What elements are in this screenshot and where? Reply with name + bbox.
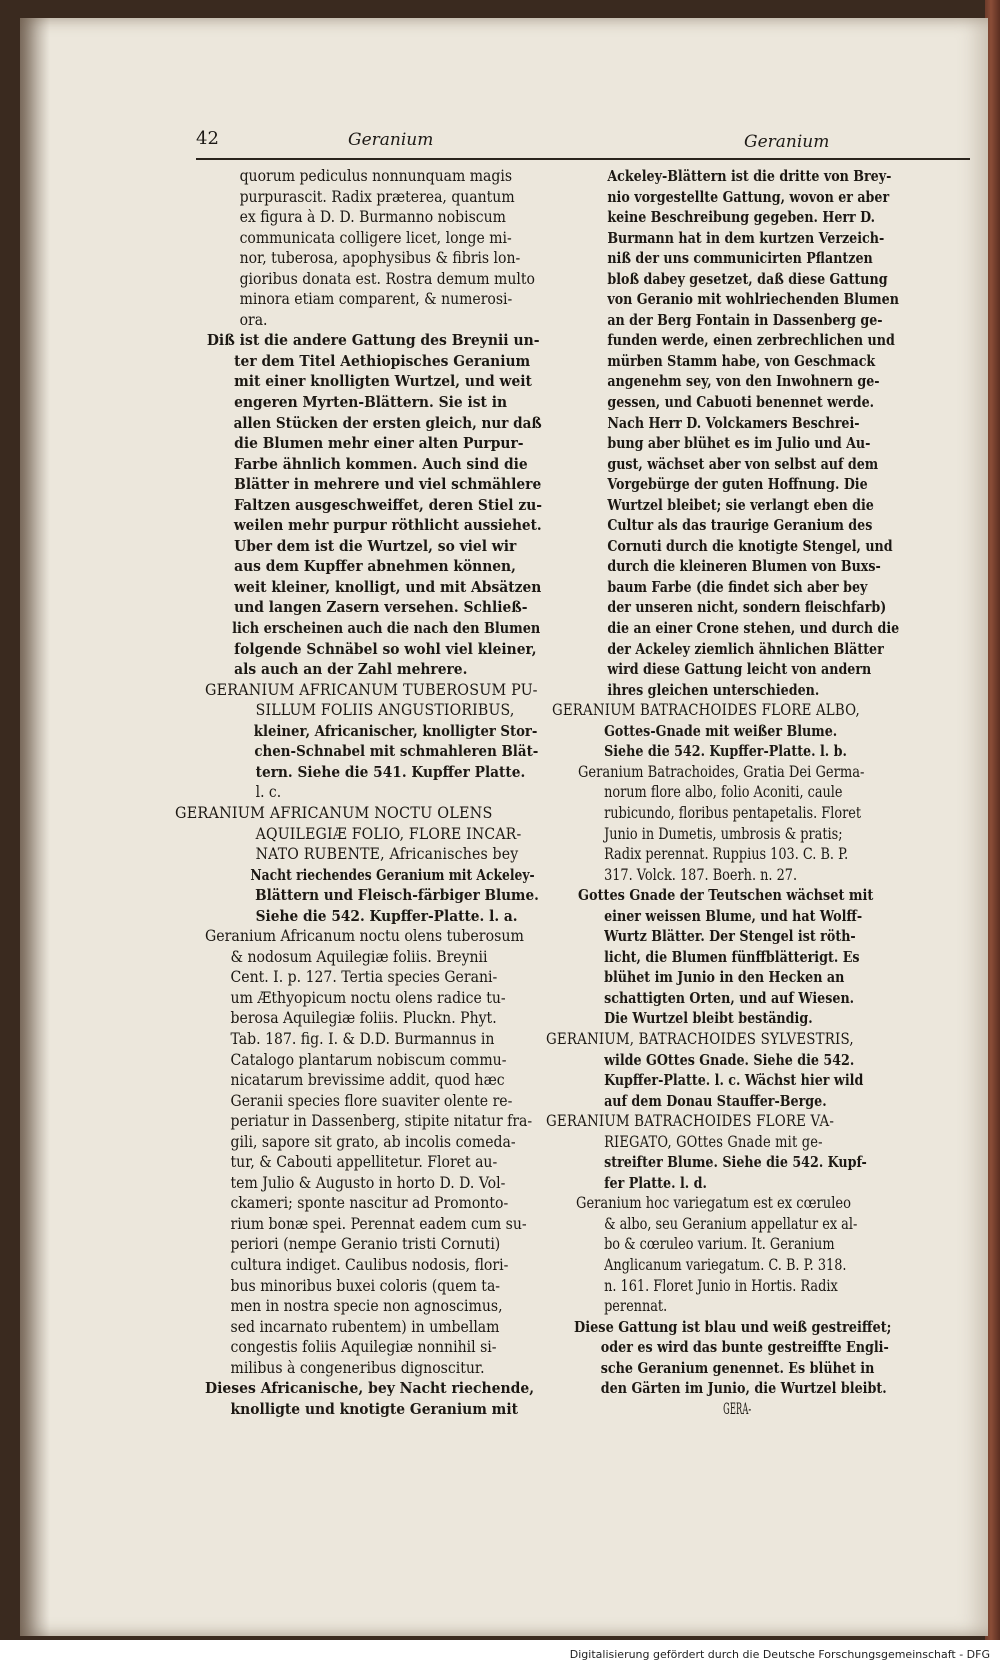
text-line: und langen Zasern versehen. Schließ- xyxy=(234,598,528,617)
text-line: perennat. xyxy=(604,1297,668,1316)
text-line: Blätter in mehrere und viel schmählere xyxy=(234,475,542,494)
text-line: ora. xyxy=(239,310,268,329)
text-line: Geranii species flore suaviter olente re- xyxy=(230,1091,513,1110)
text-line: Farbe ähnlich kommen. Auch sind die xyxy=(234,454,528,473)
text-line: Wurtzel bleibet; sie verlangt eben die xyxy=(607,495,874,514)
text-line: von Geranio mit wohlriechenden Blumen xyxy=(607,290,899,309)
text-line: Dieses Africanische, bey Nacht riechende, xyxy=(205,1379,535,1398)
text-line: Vorgebürge der guten Hoffnung. Die xyxy=(607,475,868,494)
text-line: ckameri; sponte nascitur ad Promonto- xyxy=(230,1194,509,1213)
text-line: folgende Schnäbel so wohl viel kleiner, xyxy=(234,639,537,658)
text-line: keine Beschreibung gegeben. Herr D. xyxy=(607,208,876,227)
text-line: men in nostra specie non agnoscimus, xyxy=(230,1297,503,1316)
text-line: Siehe die 542. Kupffer-Platte. l. a. xyxy=(255,906,518,925)
text-line: schattigten Orten, und auf Wiesen. xyxy=(604,988,855,1007)
text-line: tern. Siehe die 541. Kupffer Platte. xyxy=(255,762,526,781)
left-text-column xyxy=(175,166,575,1419)
text-line: knolligte und knotigte Geranium mit xyxy=(230,1399,518,1418)
text-line: der unseren nicht, sondern fleischfarb) xyxy=(607,598,887,617)
text-line: lich erscheinen auch die nach den Blumen xyxy=(232,619,541,638)
text-line: berosa Aquilegiæ foliis. Pluckn. Phyt. xyxy=(230,1009,497,1028)
text-line: GERA- xyxy=(723,1399,752,1418)
page-number: 42 xyxy=(196,128,219,149)
text-line: tem Julio & Augusto in horto D. D. Vol- xyxy=(230,1173,506,1192)
text-line: NATO RUBENTE, Africanisches bey xyxy=(255,845,519,864)
text-line: blühet im Junio in den Hecken an xyxy=(604,968,845,987)
text-line: baum Farbe (die findet sich aber bey xyxy=(607,577,868,596)
text-line: wird diese Gattung leicht von andern xyxy=(607,660,872,679)
text-line: gili, sapore sit grato, ab incolis comeda- xyxy=(230,1132,516,1151)
text-line: & albo, seu Geranium appellatur ex al- xyxy=(604,1214,858,1233)
text-line: SILLUM FOLIIS ANGUSTIORIBUS, xyxy=(255,701,515,720)
text-line: RIEGATO, GOttes Gnade mit ge- xyxy=(604,1132,823,1151)
text-line: ex figura à D. D. Burmanno nobiscum xyxy=(239,208,506,227)
text-line: Die Wurtzel bleibt beständig. xyxy=(604,1009,813,1028)
text-line: gessen, und Cabuoti benennet werde. xyxy=(607,393,875,412)
text-line: congestis foliis Aquilegiæ nonnihil si- xyxy=(230,1338,497,1357)
text-line: Nach Herr D. Volckamers Beschrei- xyxy=(607,413,860,432)
text-line: fer Platte. l. d. xyxy=(604,1173,707,1192)
page-gutter-shadow xyxy=(20,18,50,1636)
text-line: sche Geranium genennet. Es blühet in xyxy=(600,1358,875,1377)
text-line: chen-Schnabel mit schmahleren Blät- xyxy=(254,742,539,761)
running-title-left: Geranium xyxy=(348,130,434,150)
text-line: periatur in Dassenberg, stipite nitatur fra- xyxy=(230,1112,533,1131)
text-line: cultura indiget. Caulibus nodosis, flori- xyxy=(230,1255,509,1274)
text-line: Catalogo plantarum nobiscum commu- xyxy=(230,1050,507,1069)
text-line: licht, die Blumen fünffblätterigt. Es xyxy=(604,947,860,966)
text-line: Wurtz Blätter. Der Stengel ist röth- xyxy=(604,927,856,946)
text-line: ter dem Titel Aethiopisches Geranium xyxy=(234,351,531,370)
text-line: mit einer knolligten Wurtzel, und weit xyxy=(234,372,532,391)
text-line: Cent. I. p. 127. Tertia species Gerani- xyxy=(230,968,498,987)
right-text-column xyxy=(546,166,974,1419)
text-line: minora etiam comparent, & numerosi- xyxy=(239,290,513,309)
text-line: periori (nempe Geranio tristi Cornuti) xyxy=(230,1235,501,1254)
text-line: aus dem Kupffer abnehmen können, xyxy=(234,557,516,576)
text-line: oder es wird das bunte gestreiffte Engli- xyxy=(600,1338,889,1357)
text-line: communicata colligere licet, longe mi- xyxy=(239,228,512,247)
text-line: Uber dem ist die Wurtzel, so viel wir xyxy=(234,536,517,555)
text-line: GERANIUM, BATRACHOIDES SYLVESTRIS, xyxy=(546,1029,854,1048)
text-line: kleiner, Africanischer, knolligter Stor- xyxy=(253,721,538,740)
text-line: Diese Gattung ist blau und weiß gestreiffet; xyxy=(574,1317,892,1336)
text-line: GERANIUM BATRACHOIDES FLORE ALBO, xyxy=(552,701,860,720)
text-line: weit kleiner, knolligt, und mit Absätzen xyxy=(234,577,542,596)
text-line: Burmann hat in dem kurtzen Verzeich- xyxy=(607,228,885,247)
text-line: streifter Blume. Siehe die 542. Kupf- xyxy=(604,1153,867,1172)
text-line: einer weissen Blume, und hat Wolff- xyxy=(604,906,863,925)
digitization-credit: Digitalisierung gefördert durch die Deutsche Forschungsgemeinschaft - DFG xyxy=(569,1648,990,1661)
text-line: bo & cœruleo varium. It. Geranium xyxy=(604,1235,835,1254)
header-rule xyxy=(196,158,970,160)
text-line: l. c. xyxy=(255,783,282,802)
text-line: weilen mehr purpur röthlicht aussiehet. xyxy=(233,516,542,535)
text-line: quorum pediculus nonnunquam magis xyxy=(239,167,513,185)
text-line: AQUILEGIÆ FOLIO, FLORE INCAR- xyxy=(255,824,522,843)
text-line: Nacht riechendes Geranium mit Ackeley- xyxy=(250,865,535,884)
text-line: Anglicanum variegatum. C. B. P. 318. xyxy=(604,1255,847,1274)
text-line: nicatarum brevissime addit, quod hæc xyxy=(230,1071,505,1090)
text-line: Tab. 187. fig. I. & D.D. Burmannus in xyxy=(230,1029,495,1048)
text-line: tur, & Cabouti appellitetur. Floret au- xyxy=(230,1153,498,1172)
text-line: Blättern und Fleisch-färbiger Blume. xyxy=(255,886,539,905)
text-line: Radix perennat. Ruppius 103. C. B. P. xyxy=(604,845,849,864)
text-line: ihres gleichen unterschieden. xyxy=(607,680,820,699)
text-line: rium bonæ spei. Perennat eadem cum su- xyxy=(230,1214,527,1233)
text-line: gioribus donata est. Rostra demum multo xyxy=(239,269,535,288)
text-line: milibus à congeneribus dignoscitur. xyxy=(230,1358,485,1377)
text-line: an der Berg Fontain in Dassenberg ge- xyxy=(607,310,883,329)
text-line: gust, wächset aber von selbst auf dem xyxy=(607,454,879,473)
text-line: Cultur als das traurige Geranium des xyxy=(607,516,873,535)
text-line: Gottes Gnade der Teutschen wächset mit xyxy=(578,886,874,905)
text-line: niß der uns communicirten Pflantzen xyxy=(607,249,873,268)
text-line: bus minoribus buxei coloris (quem ta- xyxy=(230,1276,501,1295)
text-line: Cornuti durch die knotigte Stengel, und xyxy=(607,536,893,555)
text-line: GERANIUM AFRICANUM TUBEROSUM PU- xyxy=(205,680,538,699)
text-line: auf dem Donau Stauffer-Berge. xyxy=(604,1091,827,1110)
text-line: GERANIUM BATRACHOIDES FLORE VA- xyxy=(546,1112,835,1131)
text-line: die an einer Crone stehen, und durch die xyxy=(607,619,900,638)
text-line: Geranium hoc variegatum est ex cœruleo xyxy=(576,1194,851,1213)
text-line: bung aber blühet es im Julio und Au- xyxy=(607,434,871,453)
text-line: 317. Volck. 187. Boerh. n. 27. xyxy=(604,865,798,884)
text-line: Junio in Dumetis, umbrosis & pratis; xyxy=(604,824,843,843)
footer-bar xyxy=(0,1640,1000,1672)
text-line: bloß dabey gesetzet, daß diese Gattung xyxy=(607,269,888,288)
text-line: angenehm sey, von den Inwohnern ge- xyxy=(607,372,880,391)
text-line: Geranium Africanum noctu olens tuberosum xyxy=(205,927,524,946)
text-line: rubicundo, floribus pentapetalis. Floret xyxy=(604,803,862,822)
text-line: funden werde, einen zerbrechlichen und xyxy=(607,331,895,350)
text-line: Kupffer-Platte. l. c. Wächst hier wild xyxy=(604,1071,864,1090)
text-line: Siehe die 542. Kupffer-Platte. l. b. xyxy=(604,742,847,761)
text-line: norum flore albo, folio Aconiti, caule xyxy=(604,783,843,802)
text-line: GERANIUM AFRICANUM NOCTU OLENS xyxy=(175,803,493,822)
text-line: durch die kleineren Blumen von Buxs- xyxy=(607,557,881,576)
text-line: sed incarnato rubentem) in umbellam xyxy=(230,1317,500,1336)
text-line: Geranium Batrachoides, Gratia Dei Germa- xyxy=(578,762,865,781)
running-title-right: Geranium xyxy=(744,132,830,152)
text-line: n. 161. Floret Junio in Hortis. Radix xyxy=(604,1276,838,1295)
text-line: engeren Myrten-Blättern. Sie ist in xyxy=(234,393,508,412)
text-line: wilde GOttes Gnade. Siehe die 542. xyxy=(604,1050,855,1069)
text-line: Diß ist die andere Gattung des Breynii un- xyxy=(206,331,540,350)
text-line: allen Stücken der ersten gleich, nur daß xyxy=(233,413,542,432)
text-line: mürben Stamm habe, von Geschmack xyxy=(607,351,876,370)
text-line: Faltzen ausgeschweiffet, deren Stiel zu- xyxy=(234,495,542,514)
text-line: um Æthyopicum noctu olens radice tu- xyxy=(230,988,506,1007)
text-line: & nodosum Aquilegiæ foliis. Breynii xyxy=(230,947,488,966)
text-line: Gottes-Gnade mit weißer Blume. xyxy=(604,721,838,740)
text-line: die Blumen mehr einer alten Purpur- xyxy=(234,434,524,453)
text-line: als auch an der Zahl mehrere. xyxy=(234,660,468,679)
text-line: purpurascit. Radix præterea, quantum xyxy=(239,187,515,206)
text-line: Ackeley-Blättern ist die dritte von Brey- xyxy=(607,167,892,185)
text-line: den Gärten im Junio, die Wurtzel bleibt. xyxy=(600,1379,887,1398)
text-line: nor, tuberosa, apophysibus & fibris lon- xyxy=(239,249,521,268)
text-line: der Ackeley ziemlich ähnlichen Blätter xyxy=(607,639,884,658)
text-line: nio vorgestellte Gattung, wovon er aber xyxy=(607,187,890,206)
